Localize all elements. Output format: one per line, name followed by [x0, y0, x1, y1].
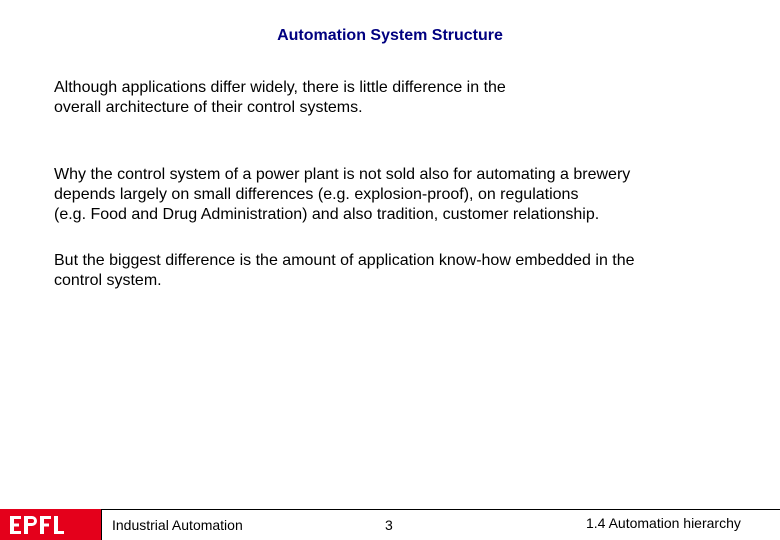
footer-rule: [101, 509, 780, 510]
paragraph-differences: [54, 165, 734, 225]
page-title: Automation System Structure: [277, 27, 503, 44]
footer-course-title: Industrial Automation: [112, 517, 243, 533]
epfl-logo: [0, 509, 101, 540]
footer-page-number: 3: [385, 517, 393, 533]
paragraph-architecture: [54, 78, 734, 118]
epfl-logo-icon: [0, 509, 101, 540]
paragraph-know-how: [54, 251, 734, 291]
footer-divider: [101, 509, 102, 540]
text-line: Why the control system of a power plant is not sold also for automating a brewery: [54, 166, 631, 183]
text-line: Although applications differ widely, there is little difference in the: [54, 79, 506, 96]
text-line: But the biggest difference is the amount of application know-how embedded in the: [54, 252, 635, 269]
text-line: (e.g. Food and Drug Administration) and also tradition, customer relationship.: [54, 206, 600, 223]
text-line: overall architecture of their control systems.: [54, 99, 363, 116]
text-line: depends largely on small differences (e.g. explosion-proof), on regulations: [54, 186, 579, 203]
text-line: control system.: [54, 272, 162, 289]
footer-section-title: 1.4 Automation hierarchy: [586, 515, 741, 531]
